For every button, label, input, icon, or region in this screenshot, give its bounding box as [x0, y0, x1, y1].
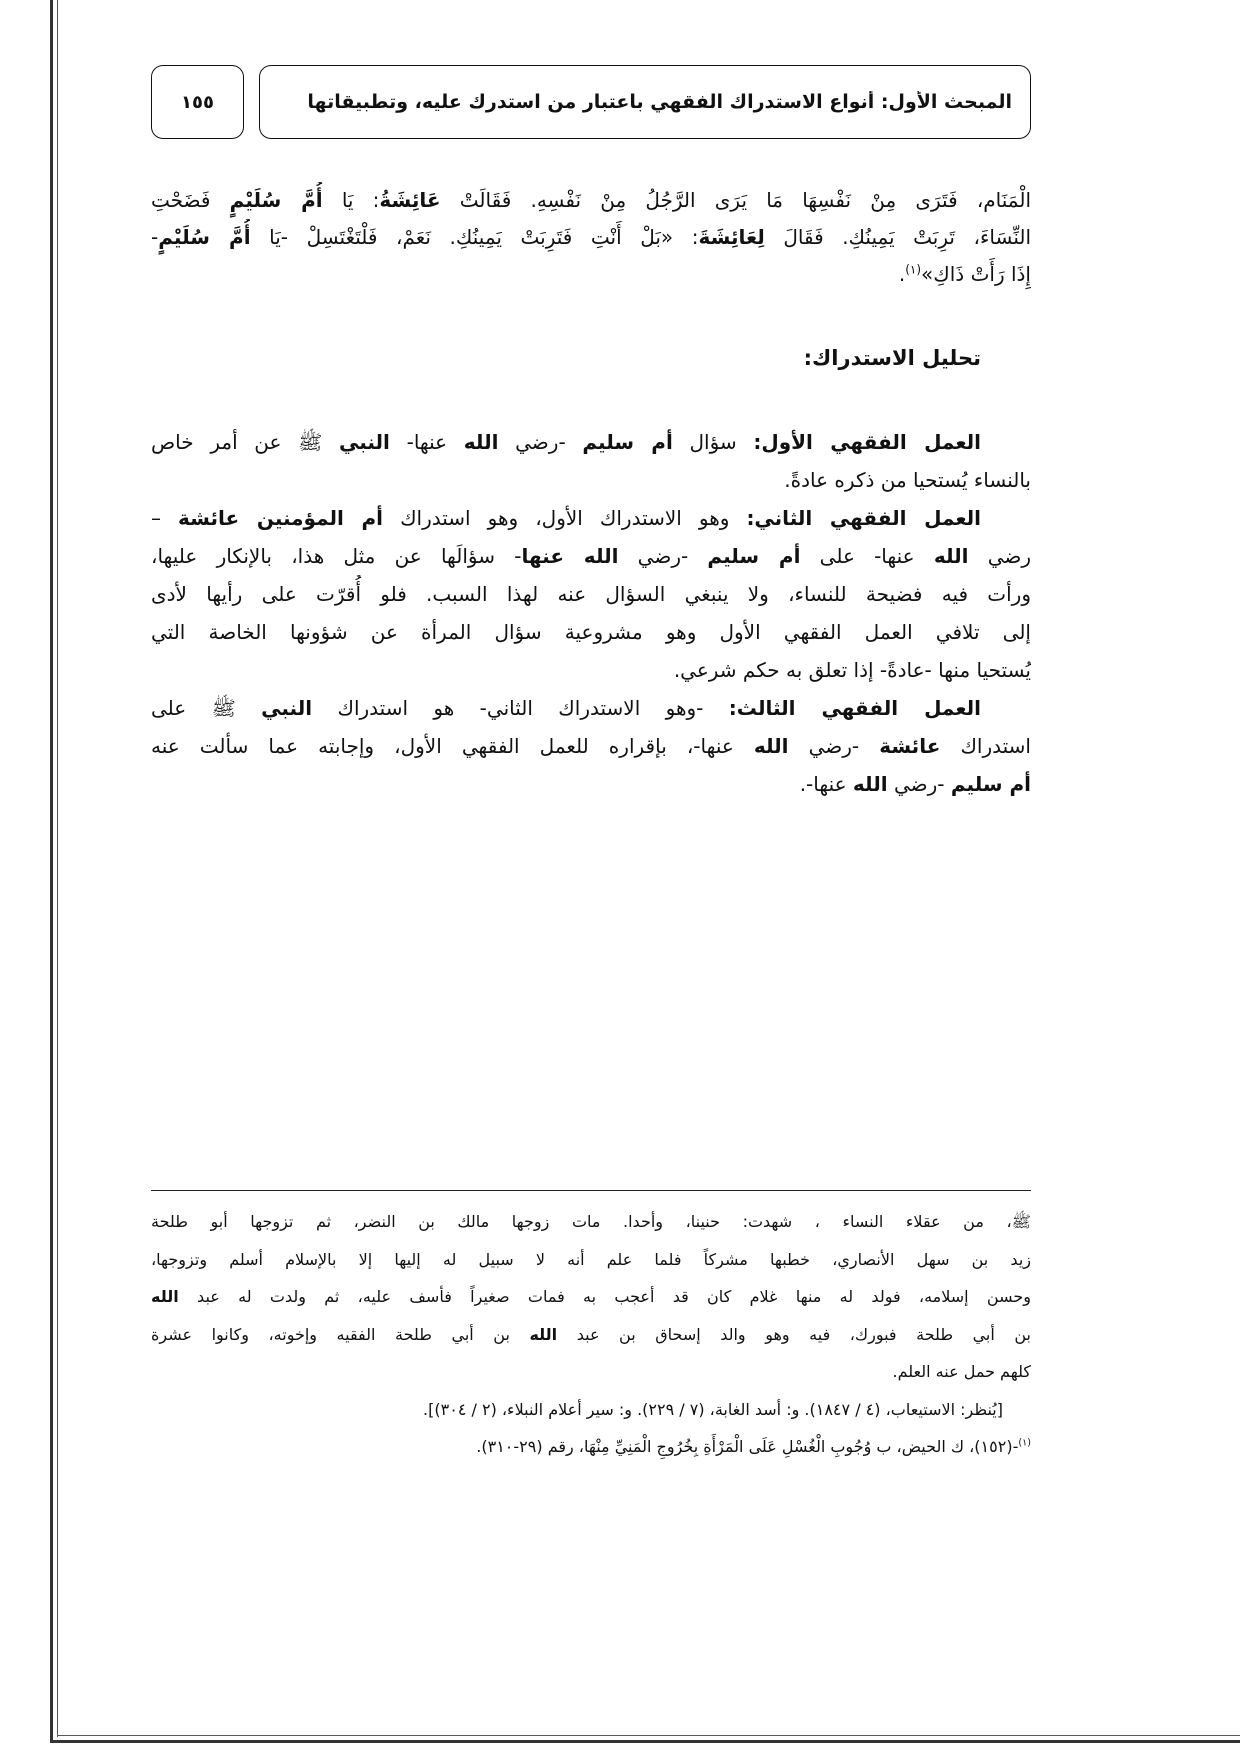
- footnote-separator: [151, 1190, 1031, 1191]
- emphasized-text: أم سليم: [707, 544, 801, 568]
- page-number: ١٥٥: [181, 91, 214, 113]
- emphasized-text: الله: [753, 734, 789, 758]
- analysis-paragraph-1: [151, 423, 1031, 499]
- emphasized-text: أم سليم: [582, 430, 673, 454]
- text-run: فَضَحْتِ: [151, 188, 230, 212]
- emphasized-text: العمل الفقهي الأول:: [753, 430, 981, 454]
- paragraph-line: [151, 537, 1031, 575]
- text-run: -: [151, 225, 159, 249]
- text-run: -رضي: [887, 772, 951, 796]
- emphasized-text: العمل الفقهي الثاني:: [746, 506, 982, 530]
- paragraph-line: [151, 651, 1031, 689]
- emphasized-text: النبي: [261, 696, 313, 720]
- text-run: بن أبي طلحة الفقيه وإخوته، وكانوا عشرة: [151, 1324, 530, 1344]
- text-run: .: [898, 262, 906, 286]
- emphasized-text: عَائِشَةُ: [379, 188, 441, 212]
- emphasized-text: الله: [933, 544, 969, 568]
- text-run: بالنساء يُستحيا من ذكره عادةً.: [784, 468, 1031, 492]
- page-frame-left-border: [50, 0, 53, 1743]
- text-run: -(١٥٢)، ك الحيض، ب وُجُوبِ الْغُسْلِ عَلَى الْمَرْأَةِ بِخُرُوجِ الْمَنِيِّ مِنْهَا، رقم (٢٩-٣١٠).: [476, 1437, 1019, 1456]
- running-header-box: [259, 65, 1031, 139]
- text-run: زيد بن سهل الأنصاري، خطبها مشركاً فلما علم أنه لا سبيل له إليها إلا بالإسلام أسلم وتزوجها،: [151, 1249, 1031, 1269]
- emphasized-text: عائشة: [879, 734, 941, 758]
- text-run: إلى تلافي العمل الفقهي الأول وهو مشروعية سؤال المرأة عن شؤونها الخاصة التي: [151, 620, 1031, 644]
- text-run: [يُنظر: الاستيعاب، (٤ / ١٨٤٧). و: أسد الغابة، (٧ / ٢٢٩). و: سير أعلام النبلاء، (٢ / ٣٠٤)].: [423, 1399, 1003, 1419]
- footnote-1: [151, 1428, 1031, 1466]
- text-run: وهو الاستدراك الأول، وهو استدراك: [383, 506, 747, 530]
- emphasized-text: أُمَّ سُلَيْمٍ: [229, 188, 323, 212]
- emphasized-text: النبي: [338, 430, 390, 454]
- emphasized-text: الله: [852, 772, 888, 796]
- emphasized-text: الله: [529, 1324, 558, 1344]
- page-frame-bottom-inner-border: [57, 1735, 1240, 1736]
- text-run: كلهم حمل عنه العلم.: [892, 1362, 1031, 1381]
- paragraph-line: [151, 613, 1031, 651]
- footnotes: [151, 1203, 1031, 1466]
- text-run: ورأت فيه فضيحة للنساء، ولا ينبغي السؤال عنه لهذا السبب. فلو أُقرّت على رأيها لأدى: [151, 582, 1031, 606]
- text-run: -رضي: [498, 430, 583, 454]
- text-run: : يَا: [322, 188, 380, 212]
- text-run: عنها- على: [800, 544, 934, 568]
- page-frame-left-inner-border: [57, 0, 58, 1737]
- text-run: سؤال: [672, 430, 754, 454]
- footnote-marker: (١): [1018, 1437, 1031, 1449]
- footnote-references: [151, 1391, 1031, 1429]
- text-run: عنها-.: [799, 772, 853, 796]
- text-run: إِذَا رَأَتْ ذَاكِ»: [921, 262, 1031, 286]
- text-run: وحسن إسلامه، فولد له منها غلام كان قد أعجب به فمات صغيراً فأسف عليه، ثم ولدت له عبد: [178, 1287, 1031, 1306]
- text-run: عنها-، بإقراره للعمل الفقهي الأول، وإجابته عما سألت عنه: [151, 734, 754, 758]
- text-run: يُستحيا منها -عادةً- إذا تعلق به حكم شرعي.: [673, 658, 1031, 682]
- footnote-continued: [151, 1203, 1031, 1391]
- running-header-title: المبحث الأول: أنواع الاستدراك الفقهي باعتبار من استدرك عليه، وتطبيقاتها: [307, 91, 1012, 113]
- footnote-line: [151, 1278, 1031, 1316]
- paragraph-line: [151, 689, 1031, 727]
- text-run: -رضي: [788, 734, 880, 758]
- page-frame-bottom-border: [50, 1740, 1240, 1743]
- footnote-marker: (١): [905, 262, 922, 277]
- analysis-paragraph-3: [151, 689, 1031, 803]
- quote-line: [151, 219, 1031, 256]
- paragraph-line: [151, 727, 1031, 765]
- text-run: -رضي: [618, 544, 708, 568]
- text-run: –: [151, 506, 179, 530]
- paragraph-line: [151, 765, 1031, 803]
- text-run: الْمَنَام، فَتَرَى مِنْ نَفْسِهَا مَا يَرَى الرَّجُلُ مِنْ نَفْسِهِ. فَقَالَتْ: [440, 188, 1031, 212]
- footnote-line: [151, 1203, 1031, 1241]
- emphasized-text: الله: [151, 1287, 179, 1306]
- text-run: -وهو الاستدراك الثاني- هو استدراك: [312, 696, 729, 720]
- paragraph-line: [151, 575, 1031, 613]
- text-run: عنها-: [389, 430, 464, 454]
- page-number-box: [151, 65, 244, 139]
- emphasized-text: الله: [463, 430, 499, 454]
- text-run: ﷺ، من عقلاء النساء ، شهدت: حنينا، وأحدا. مات زوجها مالك بن النضر، ثم تزوجها أبو طلحة: [151, 1212, 1031, 1231]
- footnote-line: [151, 1241, 1031, 1279]
- quote-line: [151, 256, 1031, 293]
- text-run: استدراك: [940, 734, 1031, 758]
- footnote-line: [151, 1353, 1031, 1391]
- paragraph-line: [151, 461, 1031, 499]
- text-run: ﷺ عن أمر خاص: [151, 430, 339, 454]
- analysis-paragraph-2: [151, 499, 1031, 689]
- text-run: - سؤالَها عن مثل هذا، بالإنكار عليها،: [151, 544, 522, 568]
- emphasized-text: لِعَائِشَةَ: [698, 225, 765, 249]
- emphasized-text: العمل الفقهي الثالث:: [728, 696, 981, 720]
- text-run: ﷺ على: [151, 696, 262, 720]
- paragraph-line: [151, 423, 1031, 461]
- text-run: رضي: [968, 544, 1031, 568]
- paragraph-line: [151, 499, 1031, 537]
- footnote-line: [151, 1391, 1031, 1429]
- section-heading: تحليل الاستدراك:: [803, 346, 981, 370]
- analysis-body: [151, 423, 1031, 803]
- footnote-line: [151, 1316, 1031, 1354]
- footnote-line: [151, 1428, 1031, 1466]
- text-run: النِّسَاءَ، تَرِبَتْ يَمِينُكِ. فَقَالَ: [764, 225, 1031, 249]
- quote-line: [151, 182, 1031, 219]
- emphasized-text: أم سليم: [950, 772, 1031, 796]
- emphasized-text: الله عنها: [521, 544, 619, 568]
- hadith-quote: [151, 182, 1031, 293]
- emphasized-text: أم المؤمنين عائشة: [178, 506, 384, 530]
- text-run: بن أبي طلحة فبورك، فيه وهو والد إسحاق بن عبد: [557, 1324, 1031, 1344]
- emphasized-text: أُمَّ سُلَيْمٍ: [158, 225, 251, 249]
- text-run: : «بَلْ أَنْتِ فَتَرِبَتْ يَمِينُكِ. نَعَمْ، فَلْتَغْتَسِلْ -يَا: [250, 225, 699, 249]
